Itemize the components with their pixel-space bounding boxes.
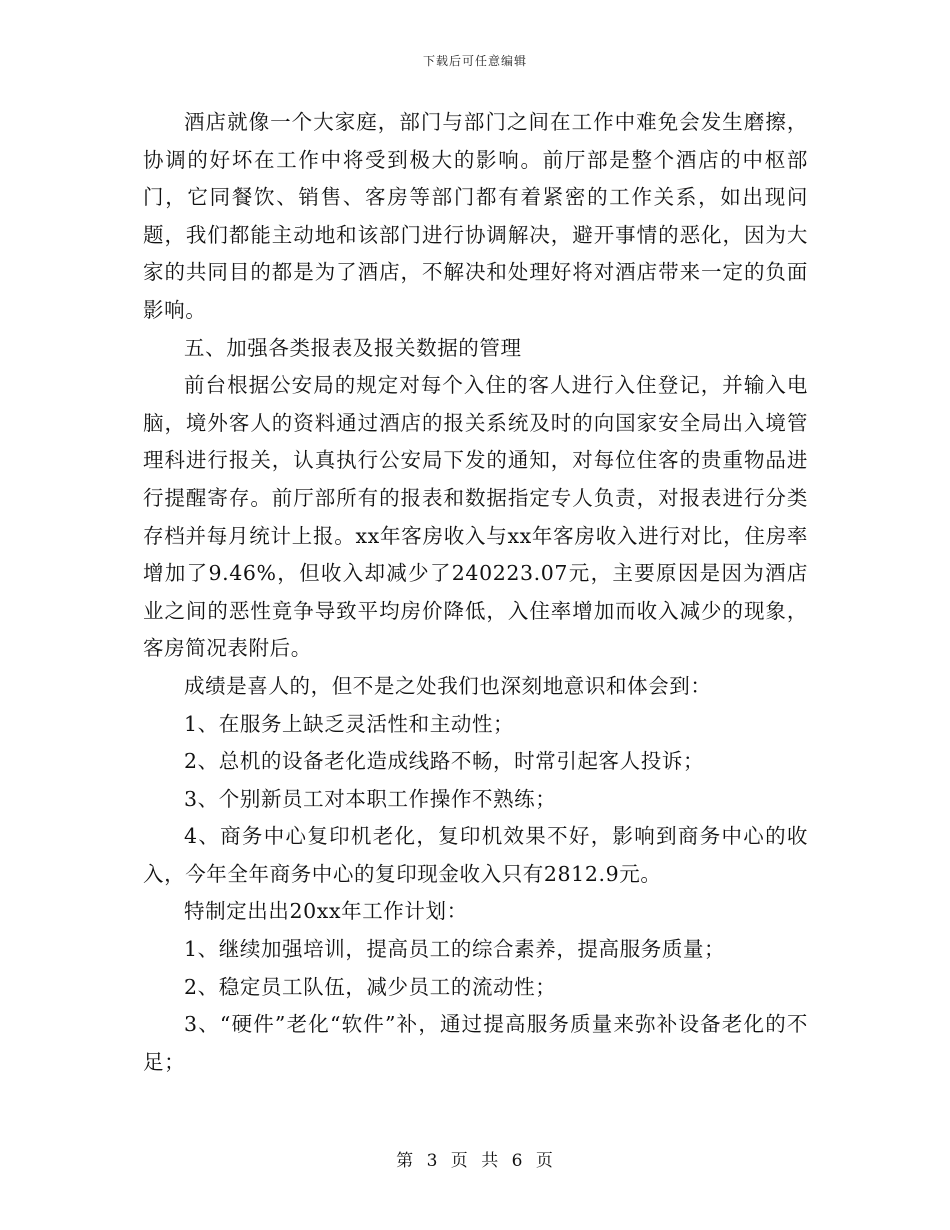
page-footer: 第 3 页 共 6 页 (396, 1151, 554, 1171)
list-item-shortcoming-3: 3、个别新员工对本职工作操作不熟练； (184, 786, 557, 811)
section-heading-reports: 五、加强各类报表及报关数据的管理 (184, 335, 522, 360)
list-item-plan-1: 1、继续加强培训，提高员工的综合素养，提高服务质量； (184, 937, 726, 962)
page-header: 下载后可任意编辑 (422, 54, 527, 68)
list-item-shortcoming-4: 4、商务中心复印机老化，复印机效果不好，影响到商务中心的收入，今年全年商务中心的复印现金收入只有2812.9元。 (143, 824, 808, 886)
list-item-plan-3: 3、“硬件”老化“软件”补，通过提高服务质量来弥补设备老化的不足； (143, 1012, 808, 1074)
paragraph-reports: 前台根据公安局的规定对每个入住的客人进行入住登记，并输入电脑，境外客人的资料通过酒店的报关系统及时的向国家安全局出入境管理科进行报关，认真执行公安局下发的通知，对每位住客的贵重物品进行提醒寄存。前厅部所有的报表和数据指定专人负责，对报表进行分类存档并每月统计上报。xx年客房收入与xx年客房收入进行对比，住房率增加了9.46%，但收入却减少了240223.07元，主要原因是因为酒店业之间的恶性竟争导致平均房价降低，入住率增加而收入减少的现象，客房简况表附后。 (143, 373, 808, 661)
list-item-shortcoming-2: 2、总机的设备老化造成线路不畅，时常引起客人投诉； (184, 749, 705, 774)
document-body (143, 104, 808, 1081)
list-item-shortcoming-1: 1、在服务上缺乏灵活性和主动性； (184, 711, 515, 736)
paragraph-cooperation: 酒店就像一个大家庭，部门与部门之间在工作中难免会发生磨擦，协调的好坏在工作中将受到极大的影响。前厅部是整个酒店的中枢部门，它同餐饮、销售、客房等部门都有着紧密的工作关系，如出现问题，我们都能主动地和该部门进行协调解决，避开事情的恶化，因为大家的共同目的都是为了酒店，不解决和处理好将对酒店带来一定的负面影响。 (143, 110, 808, 322)
paragraph-shortcomings-intro: 成绩是喜人的，但不是之处我们也深刻地意识和体会到： (184, 673, 712, 698)
list-item-plan-2: 2、稳定员工队伍，减少员工的流动性； (184, 974, 557, 999)
paragraph-plan-intro: 特制定出出20xx年工作计划： (184, 899, 468, 924)
